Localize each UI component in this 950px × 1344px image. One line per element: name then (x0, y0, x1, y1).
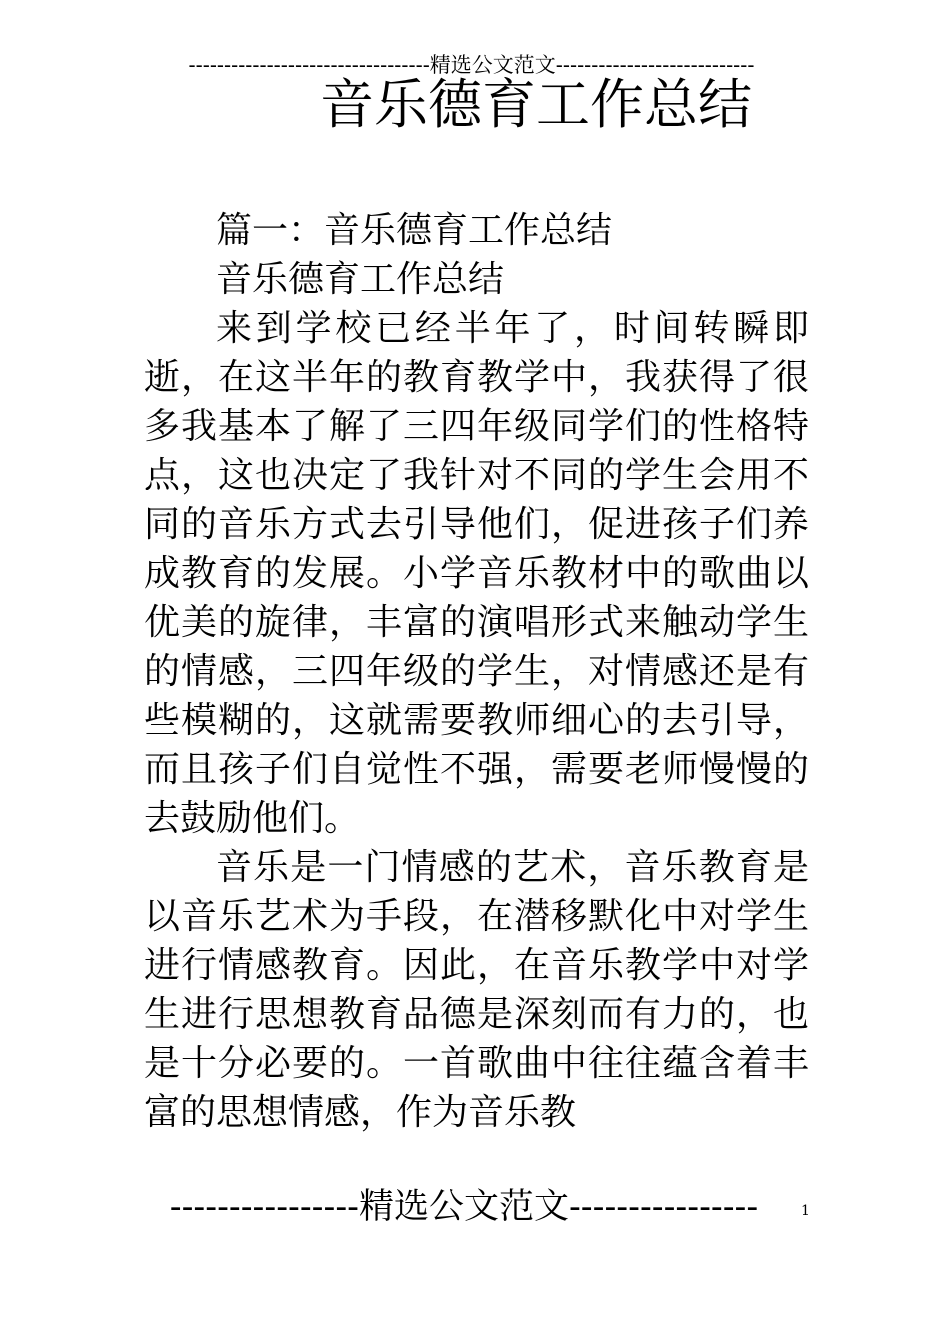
page-header: ----------------------------------精选公文范文---------------------------- (188, 53, 755, 77)
section-heading: 篇一：音乐德育工作总结 (216, 210, 613, 251)
section-subheading: 音乐德育工作总结 (216, 259, 505, 300)
body-paragraph: 音乐是一门情感的艺术，音乐教育是以音乐艺术为手段，在潜移默化中对学生进行情感教育。因此，在音乐教学中对学生进行思想教育品德是深刻而有力的，也是十分必要的。一首歌曲中往往蕴含着丰富的思想情感，作为音乐教 (144, 847, 809, 1133)
page-footer: ----------------精选公文范文---------------- (169, 1187, 759, 1227)
document-body (144, 206, 809, 1137)
body-paragraph: 来到学校已经半年了，时间转瞬即逝，在这半年的教育教学中，我获得了很多我基本了解了三四年级同学们的性格特点，这也决定了我针对不同的学生会用不同的音乐方式去引导他们，促进孩子们养成教育的发展。小学音乐教材中的歌曲以优美的旋律，丰富的演唱形式来触动学生的情感，三四年级的学生，对情感还是有些模糊的，这就需要教师细心的去引导，而且孩子们自觉性不强，需要老师慢慢的去鼓励他们。 (144, 308, 809, 839)
page-number: 1 (801, 1203, 810, 1219)
document-title: 音乐德育工作总结 (320, 73, 752, 136)
